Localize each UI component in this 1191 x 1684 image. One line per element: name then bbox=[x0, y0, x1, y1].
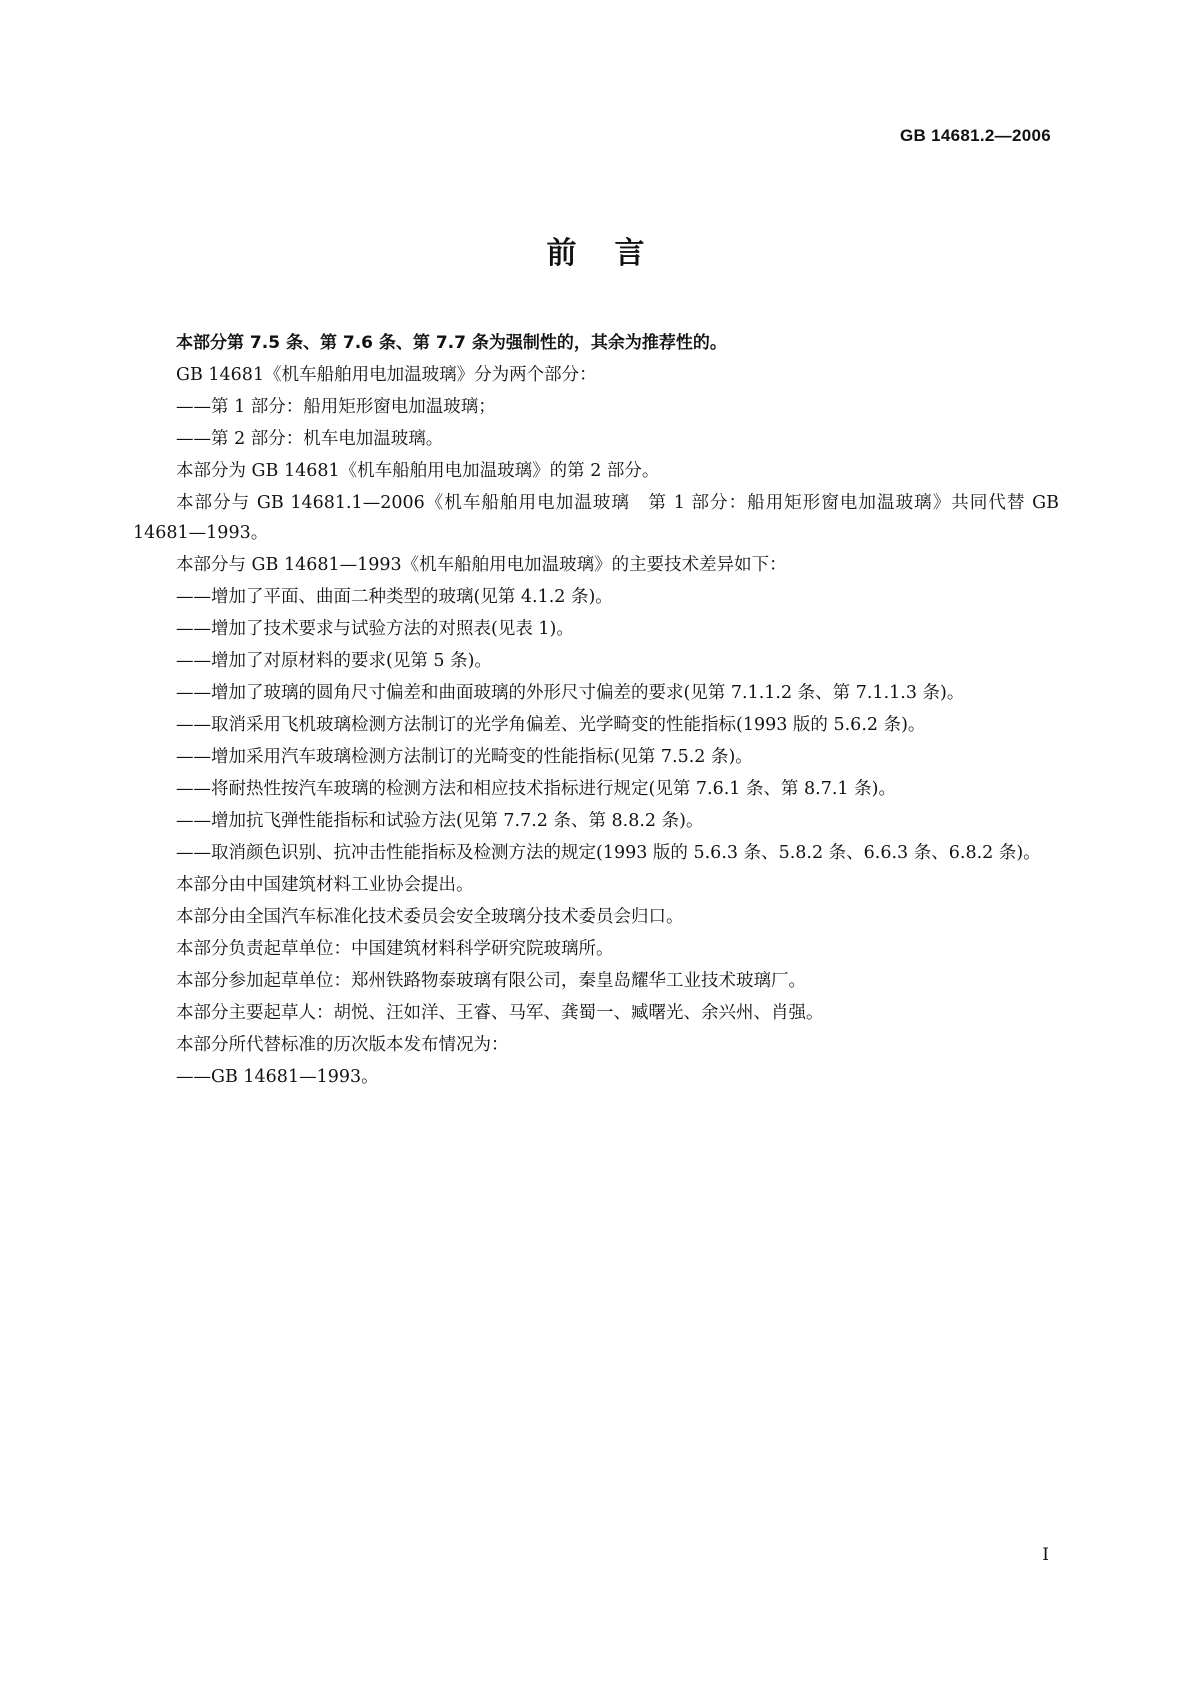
paragraph: 本部分与 GB 14681.1—2006《机车船舶用电加温玻璃 第 1 部分：船用矩形窗电加温玻璃》共同代替 GB 14681—1993。 bbox=[133, 493, 1059, 543]
list-item: ——取消采用飞机玻璃检测方法制订的光学角偏差、光学畸变的性能指标(1993 版的 5.6.2 条)。 bbox=[176, 715, 926, 735]
page-title: 前言 bbox=[546, 236, 683, 271]
paragraph: 本部分由全国汽车标准化技术委员会安全玻璃分技术委员会归口。 bbox=[176, 907, 684, 927]
foreword-body bbox=[133, 328, 1059, 1094]
list-item: ——第 1 部分：船用矩形窗电加温玻璃； bbox=[176, 397, 496, 417]
list-item: ——GB 14681—1993。 bbox=[176, 1067, 379, 1087]
standard-number: GB 14681.2—2006 bbox=[900, 126, 1051, 145]
list-item: ——取消颜色识别、抗冲击性能指标及检测方法的规定(1993 版的 5.6.3 条、5.8.2 条、6.6.3 条、6.8.2 条)。 bbox=[176, 843, 1041, 863]
list-item: ——将耐热性按汽车玻璃的检测方法和相应技术指标进行规定(见第 7.6.1 条、第 8.7.1 条)。 bbox=[176, 779, 896, 799]
list-item: ——增加采用汽车玻璃检测方法制订的光畸变的性能指标(见第 7.5.2 条)。 bbox=[176, 747, 753, 767]
list-item: ——增加了技术要求与试验方法的对照表(见表 1)。 bbox=[176, 619, 574, 639]
paragraph: 本部分主要起草人：胡悦、汪如洋、王睿、马军、龚蜀一、臧曙光、余兴州、肖强。 bbox=[176, 1003, 824, 1023]
list-item: ——增加了玻璃的圆角尺寸偏差和曲面玻璃的外形尺寸偏差的要求(见第 7.1.1.2 条、第 7.1.1.3 条)。 bbox=[176, 683, 965, 703]
list-item: ——增加了对原材料的要求(见第 5 条)。 bbox=[176, 651, 492, 671]
paragraph: 本部分所代替标准的历次版本发布情况为： bbox=[176, 1035, 509, 1055]
list-item: ——增加抗飞弹性能指标和试验方法(见第 7.7.2 条、第 8.8.2 条)。 bbox=[176, 811, 704, 831]
paragraph: 本部分负责起草单位：中国建筑材料科学研究院玻璃所。 bbox=[176, 939, 614, 959]
mandatory-clause-statement: 本部分第 7.5 条、第 7.6 条、第 7.7 条为强制性的，其余为推荐性的。 bbox=[176, 333, 727, 353]
paragraph: GB 14681《机车船舶用电加温玻璃》分为两个部分： bbox=[176, 365, 597, 385]
paragraph: 本部分由中国建筑材料工业协会提出。 bbox=[176, 875, 474, 895]
page-number: I bbox=[1042, 1545, 1049, 1565]
paragraph: 本部分参加起草单位：郑州铁路物泰玻璃有限公司，秦皇岛耀华工业技术玻璃厂。 bbox=[176, 971, 806, 991]
paragraph: 本部分与 GB 14681—1993《机车船舶用电加温玻璃》的主要技术差异如下： bbox=[176, 555, 787, 575]
list-item: ——第 2 部分：机车电加温玻璃。 bbox=[176, 429, 444, 449]
list-item: ——增加了平面、曲面二种类型的玻璃(见第 4.1.2 条)。 bbox=[176, 587, 613, 607]
paragraph: 本部分为 GB 14681《机车船舶用电加温玻璃》的第 2 部分。 bbox=[176, 461, 660, 481]
